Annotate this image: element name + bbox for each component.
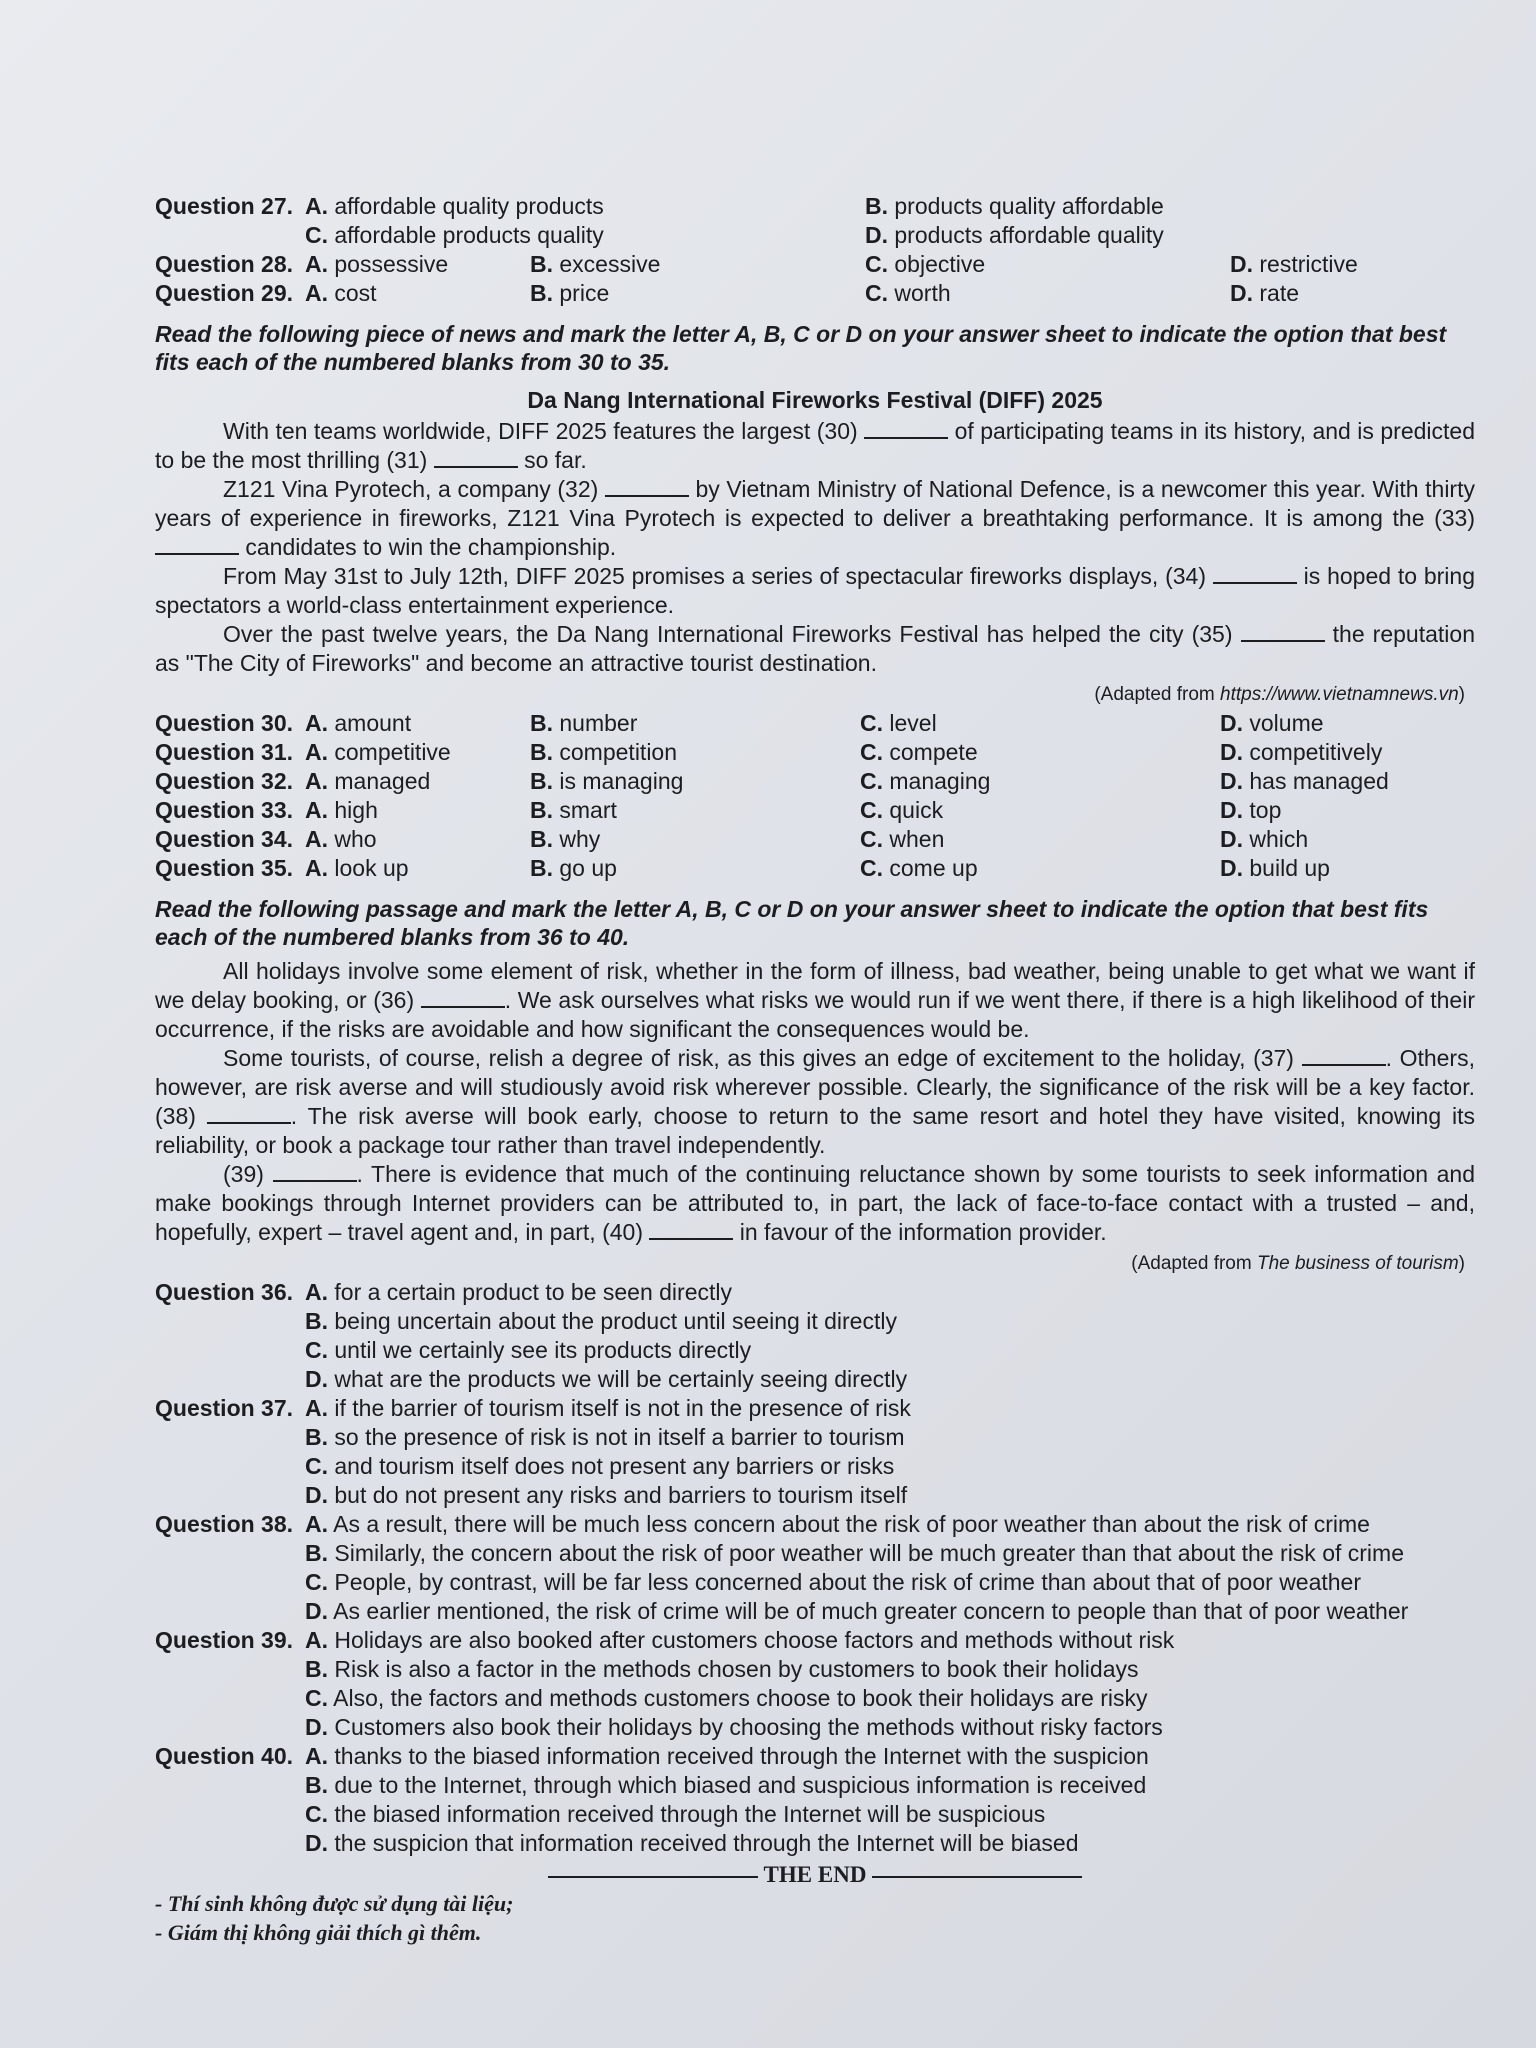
question-label: Question 32.: [155, 768, 294, 794]
source-citation: (Adapted from The business of tourism): [1131, 1253, 1465, 1274]
option-c: C. worth: [865, 280, 951, 306]
option-a: A. possessive: [305, 251, 449, 277]
news-title: Da Nang International Fireworks Festival (DIFF) 2025: [527, 387, 1103, 413]
option-b: B. number: [530, 710, 638, 736]
blank-36: [421, 988, 505, 1008]
option-c: C. managing: [860, 768, 991, 794]
option-b: B. due to the Internet, through which biased and suspicious information is received: [305, 1772, 1147, 1798]
option-c: C. and tourism itself does not present any barriers or risks: [305, 1453, 895, 1479]
question-block: [155, 1394, 1475, 1510]
news-paragraph: With ten teams worldwide, DIFF 2025 features the largest (30) of participating teams in its history, and is predicted to be the most thrilling (31) so far.: [155, 418, 1475, 473]
option-d: D. the suspicion that information received through the Internet will be biased: [305, 1830, 1079, 1856]
question-row: [155, 825, 1475, 854]
passage-paragraph: (39) . There is evidence that much of the continuing reluctance shown by some tourists to seek information and make bookings through Internet providers can be attributed to, in part, the lack of face-to-face contact with a trusted – and, hopefully, expert – travel agent and, in part, (40) in favour of the information provider.: [155, 1161, 1476, 1245]
option-d: D. products affordable quality: [865, 222, 1164, 248]
blank-32: [605, 477, 689, 497]
question-row: [155, 709, 1475, 738]
option-d: D. volume: [1220, 710, 1324, 736]
option-a: A. Holidays are also booked after customers choose factors and methods without risk: [305, 1627, 1175, 1653]
question-block: [155, 1626, 1475, 1742]
question-label: Question 39.: [155, 1627, 294, 1653]
blank-35: [1241, 622, 1325, 642]
blank-38: [207, 1104, 291, 1124]
question-label: Question 34.: [155, 826, 294, 852]
question-row: [155, 738, 1475, 767]
option-c: C. quick: [860, 797, 944, 823]
blank-34: [1213, 564, 1297, 584]
question-block: [155, 1278, 1475, 1394]
option-c: C. People, by contrast, will be far less concerned about the risk of crime than about that of poor weather: [305, 1569, 1362, 1595]
question-row: [155, 279, 1475, 308]
questions-30-35: [155, 709, 1475, 883]
news-paragraph: From May 31st to July 12th, DIFF 2025 promises a series of spectacular fireworks displays, (34) is hoped to bring spectators a world-class entertainment experience.: [155, 563, 1475, 618]
option-a: A. managed: [305, 768, 431, 794]
option-b: B. why: [530, 826, 601, 852]
source-citation: (Adapted from https://www.vietnamnews.vn): [1094, 684, 1465, 705]
question-label: Question 27.: [155, 193, 294, 219]
option-d: D. top: [1220, 797, 1282, 823]
questions-36-40: [155, 1278, 1475, 1858]
question-label: Question 30.: [155, 710, 294, 736]
question-row: [155, 221, 1475, 250]
question-block: [155, 1510, 1475, 1626]
question-label: Question 29.: [155, 280, 294, 306]
question-label: Question 37.: [155, 1395, 294, 1421]
option-b: B. smart: [530, 797, 617, 823]
option-a: A. affordable quality products: [305, 193, 604, 219]
question-block: [155, 1742, 1475, 1858]
blank-30: [864, 419, 948, 439]
option-b: B. is managing: [530, 768, 684, 794]
question-row: [155, 796, 1475, 825]
exam-content: [155, 192, 1475, 1947]
option-c: C. the biased information received through the Internet will be suspicious: [305, 1801, 1046, 1827]
question-label: Question 31.: [155, 739, 294, 765]
option-b: B. competition: [530, 739, 678, 765]
option-d: D. build up: [1220, 855, 1330, 881]
question-row: [155, 854, 1475, 883]
option-d: D. Customers also book their holidays by choosing the methods without risky factors: [305, 1714, 1163, 1740]
option-d: D. but do not present any risks and barriers to tourism itself: [305, 1482, 908, 1508]
option-b: B. go up: [530, 855, 617, 881]
option-a: A. cost: [305, 280, 377, 306]
option-a: A. high: [305, 797, 378, 823]
blank-31: [434, 448, 518, 468]
news-paragraph: Z121 Vina Pyrotech, a company (32) by Vietnam Ministry of National Defence, is a newcomer this year. With thirty years of experience in fireworks, Z121 Vina Pyrotech is expected to deliver a breathtaking performance. It is among the (33) candidates to win the championship.: [155, 476, 1475, 560]
option-c: C. Also, the factors and methods customers choose to book their holidays are risky: [305, 1685, 1148, 1711]
option-d: D. which: [1220, 826, 1309, 852]
note-line: - Thí sinh không được sử dụng tài liệu;: [155, 1891, 514, 1916]
option-d: D. has managed: [1220, 768, 1389, 794]
option-a: A. look up: [305, 855, 409, 881]
option-a: A. if the barrier of tourism itself is not in the presence of risk: [305, 1395, 911, 1421]
question-row: [155, 767, 1475, 796]
option-a: A. As a result, there will be much less concern about the risk of poor weather than about the risk of crime: [305, 1511, 1370, 1537]
blank-33: [155, 535, 239, 555]
instruction-36-40: Read the following passage and mark the letter A, B, C or D on your answer sheet to indicate the option that best fits each of the numbered blanks from 36 to 40.: [155, 896, 1429, 950]
question-label: Question 28.: [155, 251, 294, 277]
note-line: - Giám thị không giải thích gì thêm.: [155, 1920, 482, 1945]
option-c: C. until we certainly see its products directly: [305, 1337, 752, 1363]
question-row: [155, 250, 1475, 279]
option-a: A. amount: [305, 710, 412, 736]
instruction-30-35: Read the following piece of news and mark the letter A, B, C or D on your answer sheet to indicate the option that best fits each of the numbered blanks from 30 to 35.: [155, 321, 1447, 375]
question-label: Question 40.: [155, 1743, 294, 1769]
blank-40: [649, 1220, 733, 1240]
option-c: C. when: [860, 826, 945, 852]
question-label: Question 33.: [155, 797, 294, 823]
questions-27-29: [155, 192, 1475, 308]
option-a: A. thanks to the biased information received through the Internet with the suspicion: [305, 1743, 1149, 1769]
question-label: Question 38.: [155, 1511, 294, 1537]
option-d: D. rate: [1230, 280, 1300, 306]
option-b: B. being uncertain about the product until seeing it directly: [305, 1308, 897, 1334]
blank-39: [273, 1162, 357, 1182]
option-d: D. restrictive: [1230, 251, 1358, 277]
news-paragraph: Over the past twelve years, the Da Nang International Fireworks Festival has helped the city (35) the reputation as "The City of Fireworks" and become an attractive tourist destination.: [155, 621, 1475, 676]
option-c: C. affordable products quality: [305, 222, 604, 248]
passage-paragraph: Some tourists, of course, relish a degree of risk, as this gives an edge of excitement to the holiday, (37) . Others, however, are risk averse and will studiously avoid risk wherever possible. Clearly, the significance of the risk will be a key factor. (38) . The risk averse will book early, choose to return to the same resort and hotel they have visited, knowing its reliability, or book a package tour rather than travel independently.: [155, 1045, 1475, 1158]
option-c: C. objective: [865, 251, 986, 277]
the-end: THE END: [155, 1860, 1475, 1889]
blank-37: [1302, 1046, 1386, 1066]
option-b: B. price: [530, 280, 610, 306]
option-a: A. for a certain product to be seen directly: [305, 1279, 732, 1305]
option-c: C. compete: [860, 739, 978, 765]
option-b: B. Risk is also a factor in the methods chosen by customers to book their holidays: [305, 1656, 1139, 1682]
option-d: D. As earlier mentioned, the risk of crime will be of much greater concern to people than that of poor weather: [305, 1598, 1409, 1624]
passage-paragraph: All holidays involve some element of risk, whether in the form of illness, bad weather, being unable to get what we want if we delay booking, or (36) . We ask ourselves what risks we would run if we went there, if there is a high likelihood of their occurrence, if the risks are avoidable and how significant the consequences would be.: [155, 958, 1475, 1042]
option-c: C. come up: [860, 855, 978, 881]
option-c: C. level: [860, 710, 937, 736]
question-label: Question 36.: [155, 1279, 294, 1305]
question-row: [155, 192, 1475, 221]
option-a: A. competitive: [305, 739, 451, 765]
option-b: B. so the presence of risk is not in itself a barrier to tourism: [305, 1424, 905, 1450]
option-b: B. Similarly, the concern about the risk of poor weather will be much greater than that about the risk of crime: [305, 1540, 1404, 1566]
option-b: B. products quality affordable: [865, 193, 1164, 219]
option-d: D. competitively: [1220, 739, 1383, 765]
option-b: B. excessive: [530, 251, 661, 277]
question-label: Question 35.: [155, 855, 294, 881]
option-a: A. who: [305, 826, 377, 852]
option-d: D. what are the products we will be certainly seeing directly: [305, 1366, 908, 1392]
